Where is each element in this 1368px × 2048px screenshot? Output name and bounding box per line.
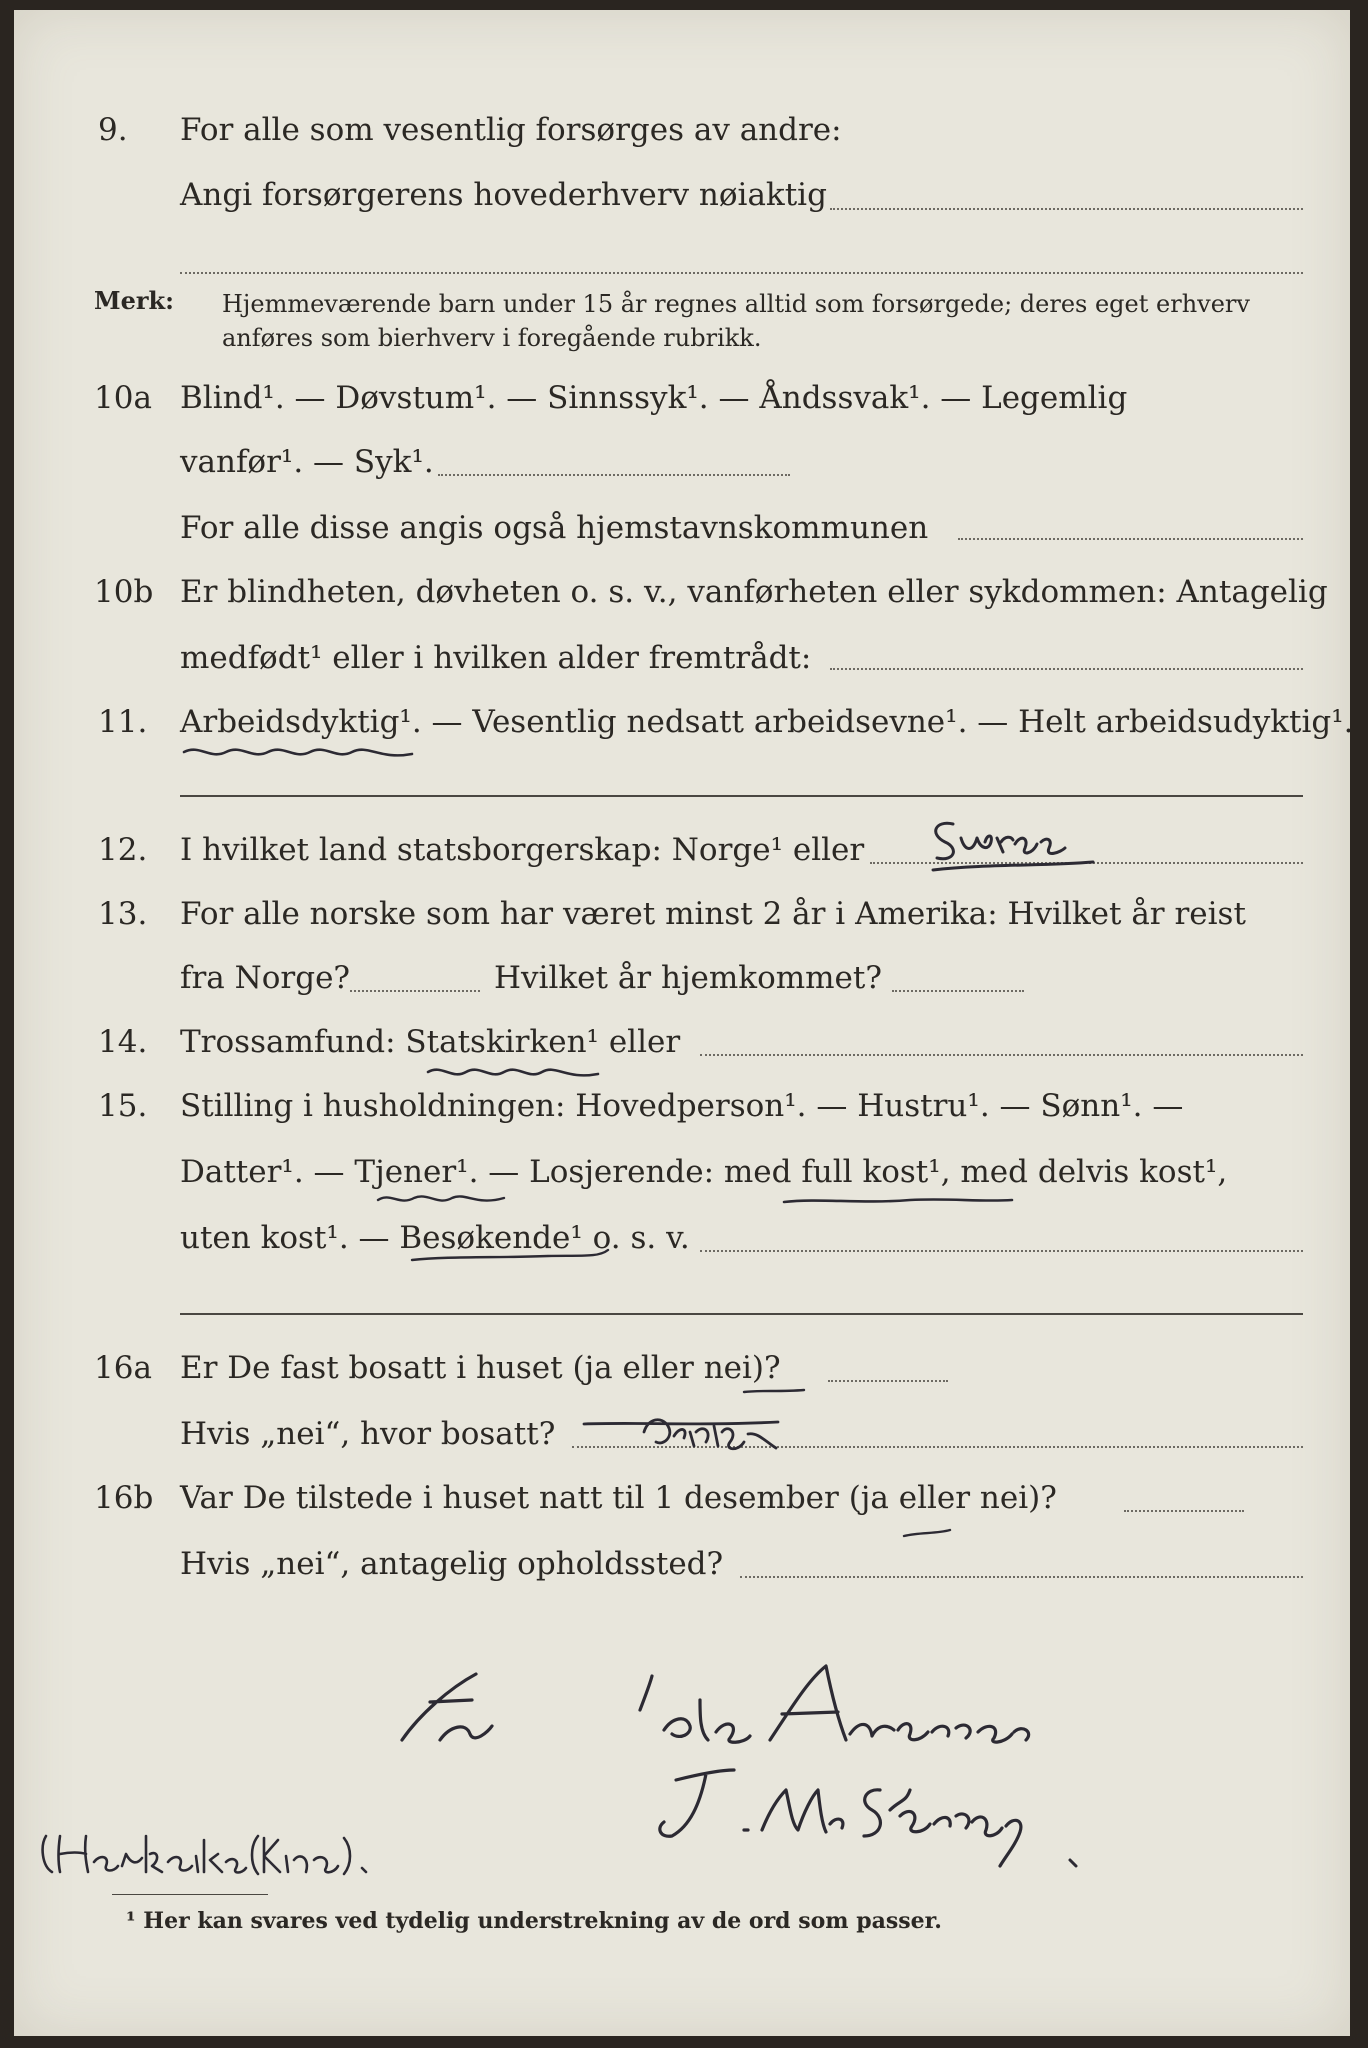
q9-answer-field[interactable] <box>830 208 1303 210</box>
q11-line1: Arbeidsdyktig¹. — Vesentlig nedsatt arbeidsevne¹. — Helt arbeidsudyktig¹. <box>180 704 1354 740</box>
q13-line2a: fra Norge? <box>180 960 351 996</box>
q12-number: 12. <box>98 832 148 868</box>
q10a-line2: vanfør¹. — Syk¹. <box>180 444 434 480</box>
q16b-line1: Var De tilstede i huset natt til 1 desember (ja eller nei)? <box>180 1480 1057 1516</box>
q16a-number: 16a <box>94 1350 152 1386</box>
q11-wavy-underline <box>180 740 420 764</box>
q14-wavy-underline <box>424 1060 604 1084</box>
divider-after-q15 <box>180 1313 1303 1315</box>
footnote: ¹ Her kan svares ved tydelig understrekning av de ord som passer. <box>126 1908 942 1934</box>
q15-full-kost-underline <box>780 1190 1020 1210</box>
q10b-line1: Er blindheten, døvheten o. s. v., vanførheten eller sykdommen: Antagelig <box>180 574 1328 610</box>
q13-line1: For alle norske som har været minst 2 år i Amerika: Hvilket år reist <box>180 896 1246 932</box>
q16a-bosatt-field[interactable] <box>828 1380 948 1382</box>
merk-label: Merk: <box>94 286 174 315</box>
q9-number: 9. <box>98 112 128 148</box>
q13-number: 13. <box>98 896 148 932</box>
q12-line1: I hvilket land statsborgerskap: Norge¹ eller <box>180 832 865 868</box>
handwritten-signatures <box>0 1640 1368 1920</box>
q14-line1: Trossamfund: Statskirken¹ eller <box>180 1024 681 1060</box>
q16a-nei-underline <box>740 1384 810 1398</box>
q10a-line3: For alle disse angis også hjemstavnskommunen <box>180 510 929 546</box>
q15-line1: Stilling i husholdningen: Hovedperson¹. — Hustru¹. — Sønn¹. — <box>180 1088 1184 1124</box>
q14-trossamfund-field[interactable] <box>700 1054 1303 1056</box>
q10a-number: 10a <box>94 380 152 416</box>
q15-stilling-field[interactable] <box>700 1250 1303 1252</box>
q13-hjemkommet-field[interactable] <box>892 990 1024 992</box>
q10a-line1: Blind¹. — Døvstum¹. — Sinnssyk¹. — Åndssvak¹. — Legemlig <box>180 380 1128 416</box>
q9-line1: For alle som vesentlig forsørges av andre: <box>180 112 842 148</box>
q10b-line2: medfødt¹ eller i hvilken alder fremtrådt: <box>180 640 812 676</box>
q12-handwritten-answer <box>925 808 1105 878</box>
q15-besokende-mark <box>408 1240 618 1268</box>
q13-reist-field[interactable] <box>350 990 480 992</box>
merk-line1: Hjemmeværende barn under 15 år regnes alltid som forsørgede; deres eget erhverv <box>222 290 1250 318</box>
q16a-handwritten-answer <box>578 1402 848 1462</box>
footnote-rule <box>112 1894 268 1895</box>
q10a-syk-field[interactable] <box>438 474 790 476</box>
q13-line2b: Hvilket år hjemkommet? <box>494 960 882 996</box>
q16b-line2: Hvis „nei“, antagelig opholdssted? <box>180 1546 724 1582</box>
q15-line3: uten kost¹. — Besøkende¹ o. s. v. <box>180 1220 690 1256</box>
q16b-opholdssted-field[interactable] <box>740 1576 1303 1578</box>
q11-number: 11. <box>98 704 148 740</box>
merk-line2: anføres som bierhverv i foregående rubrikk. <box>222 324 762 352</box>
q16a-line1: Er De fast bosatt i huset (ja eller nei)? <box>180 1350 781 1386</box>
q10b-alder-field[interactable] <box>830 668 1303 670</box>
q15-line2: Datter¹. — Tjener¹. — Losjerende: med full kost¹, med delvis kost¹, <box>180 1154 1228 1190</box>
q14-number: 14. <box>98 1024 148 1060</box>
divider-after-q11 <box>180 795 1303 797</box>
q10a-hjemstavn-field[interactable] <box>958 538 1303 540</box>
q16b-ja-mark <box>900 1526 960 1542</box>
q10b-number: 10b <box>94 574 154 610</box>
q15-tjener-strike <box>374 1188 514 1208</box>
q9-line2: Angi forsørgerens hovederhverv nøiaktig <box>180 177 827 213</box>
q15-number: 15. <box>98 1088 148 1124</box>
q16a-line2: Hvis „nei“, hvor bosatt? <box>180 1416 556 1452</box>
q9-answer-field-2[interactable] <box>180 272 1303 274</box>
q16b-tilstede-field[interactable] <box>1124 1510 1244 1512</box>
q16b-number: 16b <box>94 1480 154 1516</box>
